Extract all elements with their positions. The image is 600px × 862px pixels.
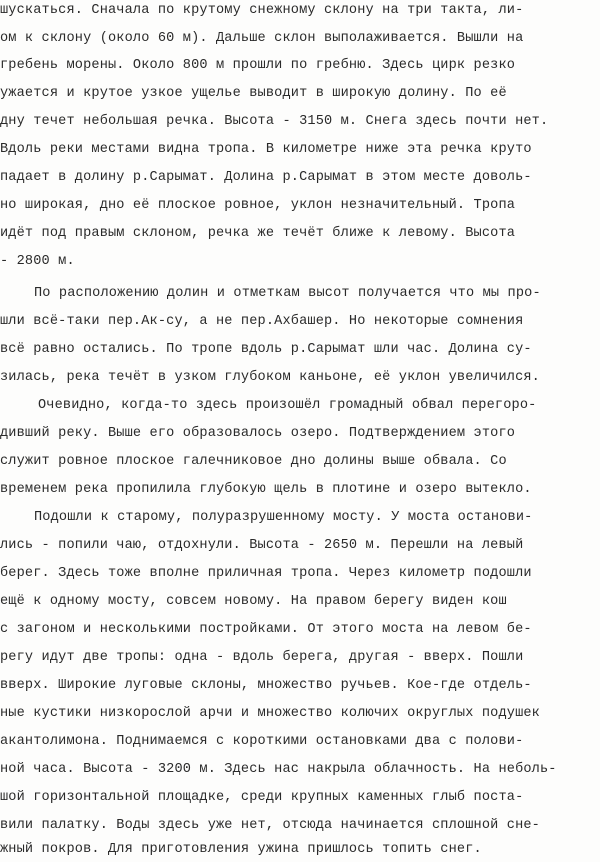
text-line: - 2800 м. (0, 254, 75, 269)
text-line: ной часа. Высота - 3200 м. Здесь нас накрыла облачность. На неболь- (0, 762, 557, 777)
text-line: шой горизонтальной площадке, среди крупных каменных глыб поста- (0, 790, 524, 805)
text-line: Вдоль реки местами видна тропа. В километре ниже эта речка круто (0, 142, 532, 157)
text-line: регу идут две тропы: одна - вдоль берега, другая - вверх. Пошли (0, 650, 524, 665)
text-line: зилась, река течёт в узком глубоком каньоне, её уклон увеличился. (0, 370, 540, 385)
text-line: жный покров. Для приготовления ужина пришлось топить снег. (0, 842, 482, 857)
text-line: берег. Здесь тоже вполне приличная тропа. Через километр подошли (0, 566, 532, 581)
text-line: ужается и крутое узкое ущелье выводит в широкую долину. По её (0, 86, 507, 101)
text-line: ом к склону (около 60 м). Дальше склон выполаживается. Вышли на (0, 31, 524, 46)
text-line: вверх. Широкие луговые склоны, множество ручьев. Кое-где отдель- (0, 678, 532, 693)
text-line: шускаться. Сначала по крутому снежному склону на три такта, ли- (0, 3, 524, 18)
text-line: гребень морены. Около 800 м прошли по гребню. Здесь цирк резко (0, 58, 516, 73)
text-line: но широкая, дно её плоское ровное, уклон незначительный. Тропа (0, 198, 516, 213)
paragraph-first-line: Очевидно, когда-то здесь произошёл громадный обвал перегоро- (38, 398, 537, 413)
text-line: вили палатку. Воды здесь уже нет, отсюда начинается сплошной сне- (0, 818, 540, 833)
text-line: ещё к одному мосту, совсем новому. На правом берегу виден кош (0, 594, 507, 609)
text-line: дну течет небольшая речка. Высота - 3150 м. Снега здесь почти нет. (0, 114, 549, 129)
text-line: служит ровное плоское галечниковое дно долины выше обвала. Со (0, 454, 507, 469)
paragraph-first-line: По расположению долин и отметкам высот получается что мы про- (34, 286, 541, 301)
text-line: всё равно остались. По тропе вдоль р.Сарымат шли час. Долина су- (0, 342, 532, 357)
text-line: с загоном и несколькими постройками. От этого моста на левом бе- (0, 622, 532, 637)
text-line: временем река пропилила глубокую щель в плотине и озеро вытекло. (0, 482, 532, 497)
text-line: ные кустики низкорослой арчи и множество колючих округлых подушек (0, 706, 540, 721)
text-line: дивший реку. Выше его образовалось озеро. Подтверждением этого (0, 426, 516, 441)
text-line: падает в долину р.Сарымат. Долина р.Сарымат в этом месте доволь- (0, 170, 532, 185)
text-line: шли всё-таки пер.Ак-су, а не пер.Ахбашер. Но некоторые сомнения (0, 314, 524, 329)
text-line: акантолимона. Поднимаемся с короткими остановками два с полови- (0, 734, 524, 749)
text-line: лись - попили чаю, отдохнули. Высота - 2650 м. Перешли на левый (0, 538, 524, 553)
paragraph-first-line: Подошли к старому, полуразрушенному мосту. У моста останови- (34, 510, 533, 525)
text-line: идёт под правым склоном, речка же течёт ближе к левому. Высота (0, 226, 516, 241)
